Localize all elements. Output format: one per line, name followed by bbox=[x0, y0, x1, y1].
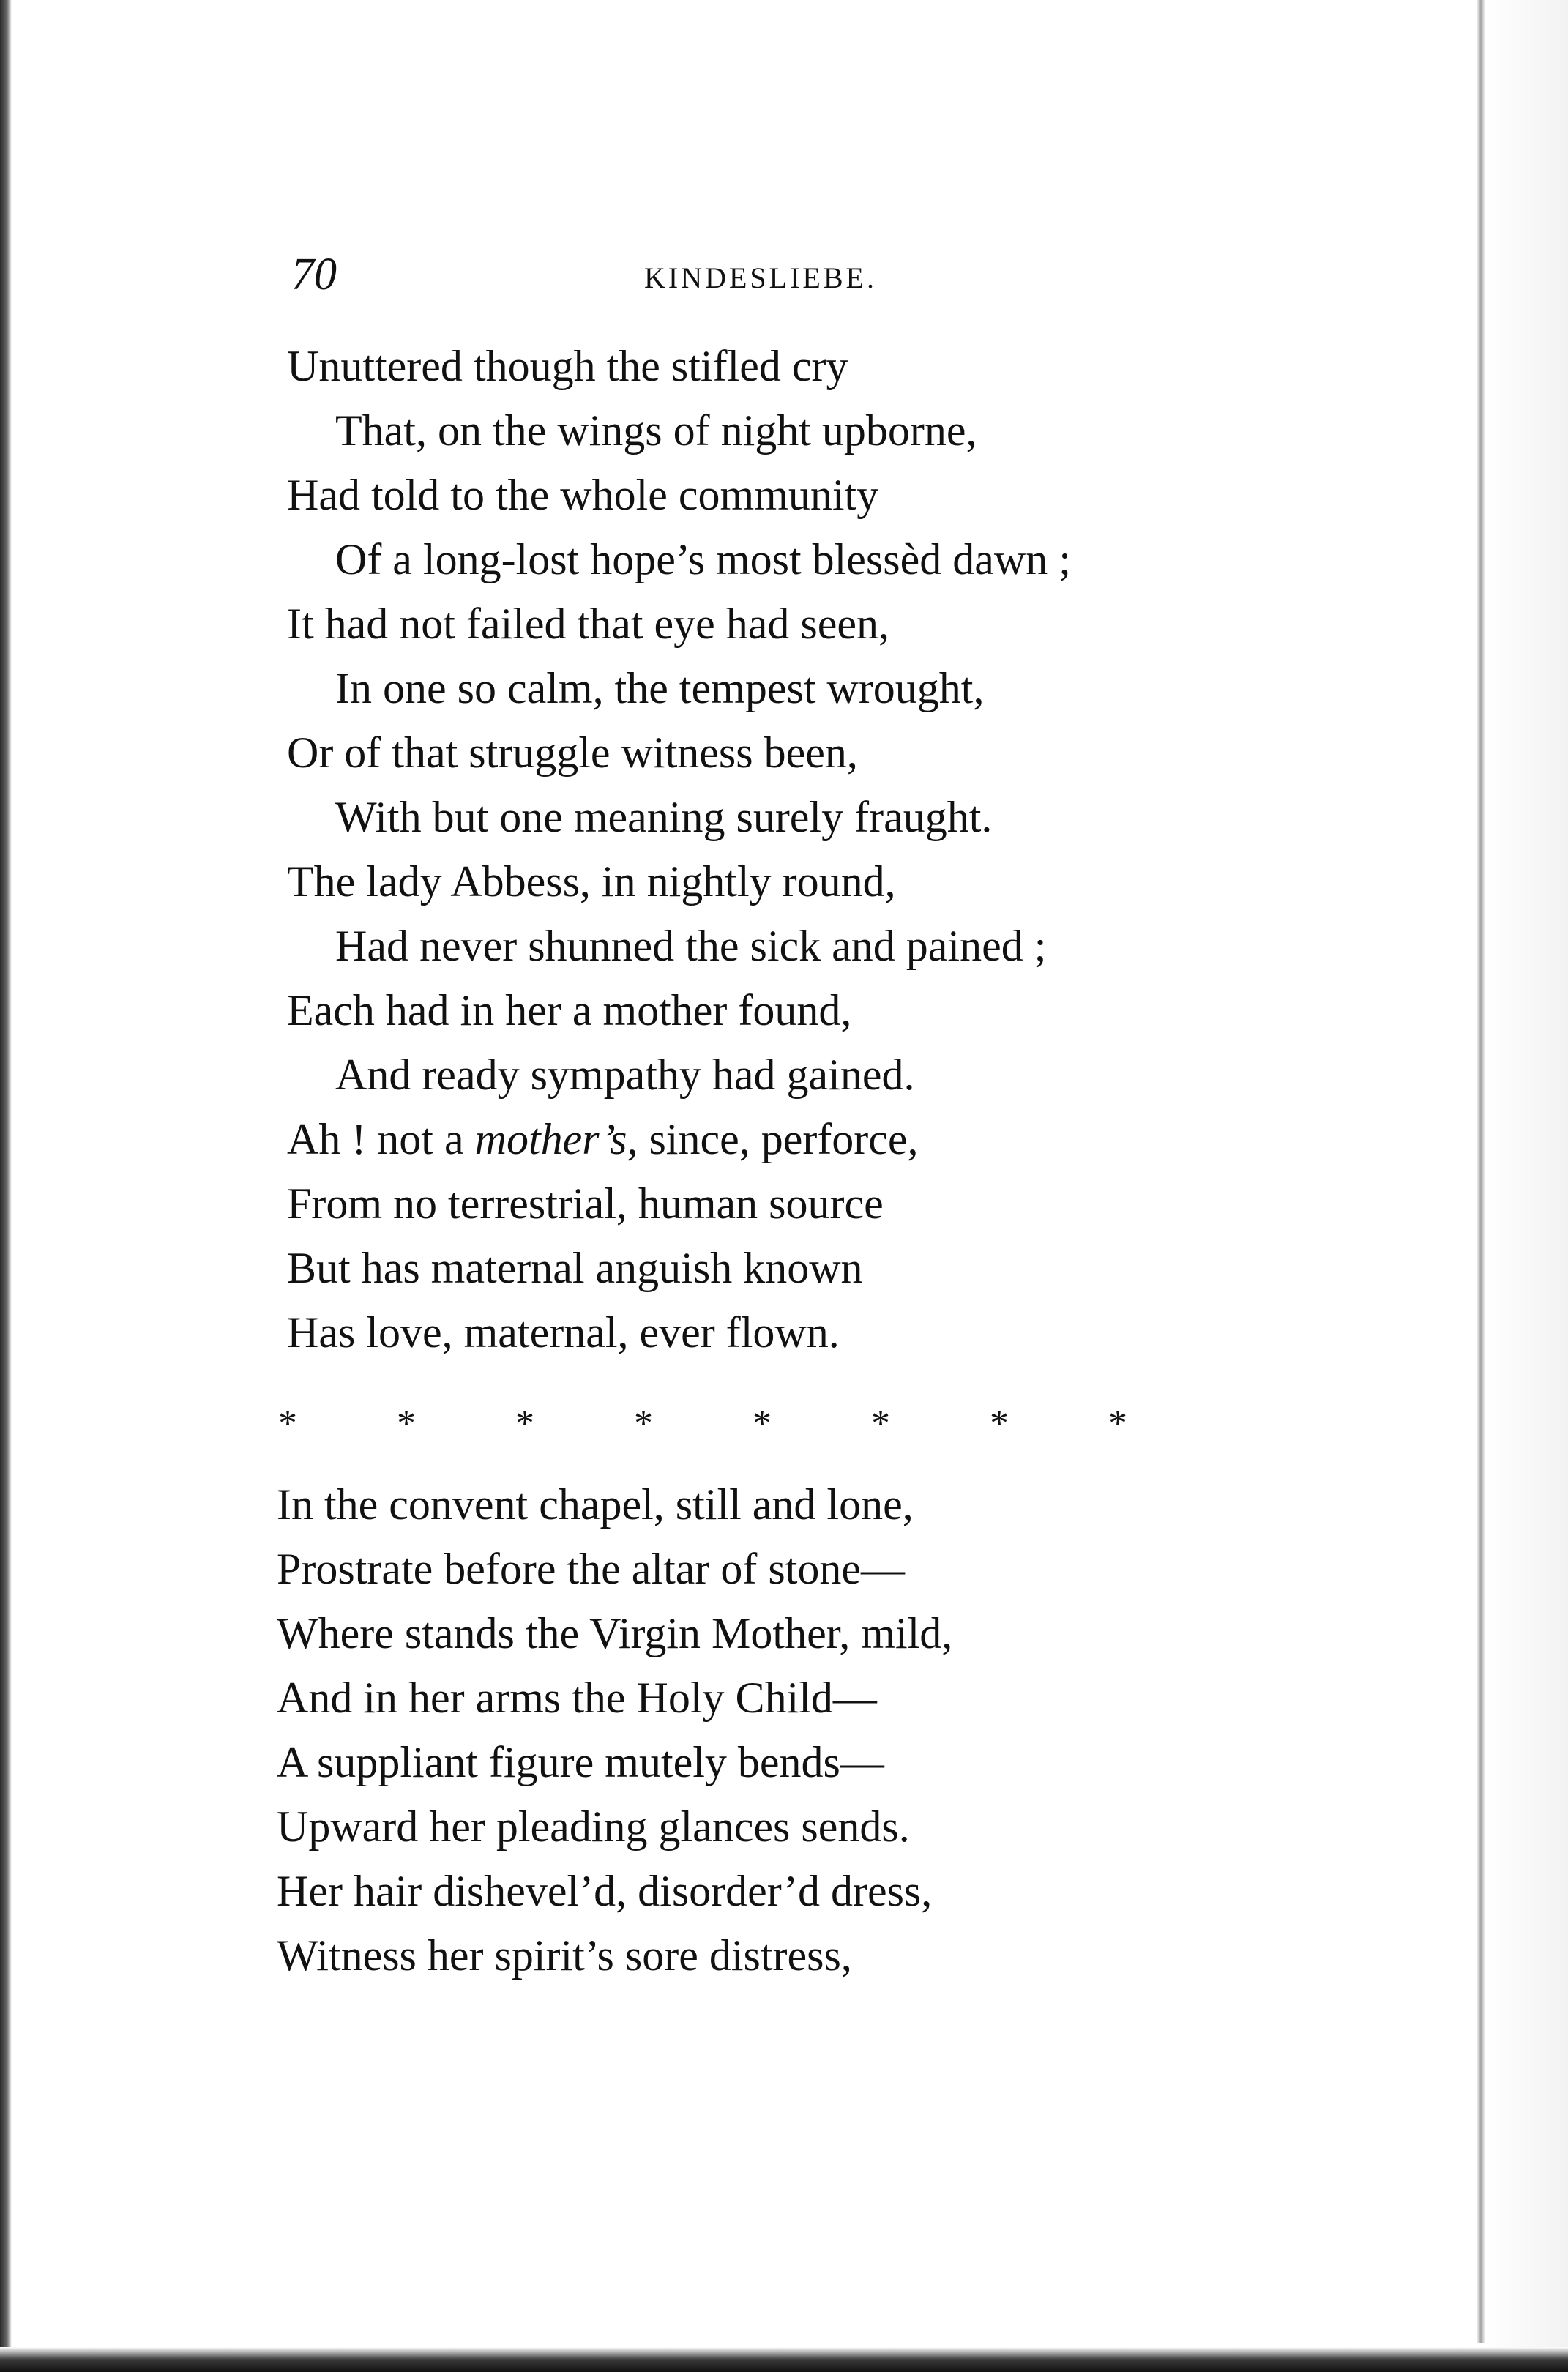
asterisk: * bbox=[634, 1403, 653, 1444]
verse-line: Each had in her a mother found, bbox=[287, 986, 852, 1034]
verse-line: The lady Abbess, in nightly round, bbox=[287, 857, 896, 906]
section-separator bbox=[278, 1402, 1127, 1446]
verse-line: Where stands the Virgin Mother, mild, bbox=[277, 1609, 953, 1657]
asterisk: * bbox=[753, 1403, 772, 1444]
verse-line: From no terrestrial, human source bbox=[287, 1179, 884, 1228]
verse-line: Or of that struggle witness been, bbox=[287, 728, 858, 777]
asterisk: * bbox=[1108, 1403, 1127, 1444]
verse-line: In the convent chapel, still and lone, bbox=[277, 1480, 914, 1529]
verse-line: A suppliant figure mutely bends— bbox=[277, 1738, 884, 1786]
verse-line: But has maternal anguish known bbox=[287, 1244, 863, 1292]
verse-line: Has love, maternal, ever flown. bbox=[287, 1308, 840, 1357]
verse-line-post: , since, perforce, bbox=[627, 1115, 919, 1163]
verse-line: Witness her spirit’s sore distress, bbox=[277, 1931, 852, 1980]
asterisk: * bbox=[278, 1403, 297, 1444]
verse-line: With but one meaning surely fraught. bbox=[335, 793, 993, 841]
verse-line: That, on the wings of night upborne, bbox=[335, 406, 977, 455]
verse-line: Her hair dishevel’d, disorder’d dress, bbox=[277, 1867, 933, 1915]
page-number: 70 bbox=[291, 250, 337, 299]
verse-line: Prostrate before the altar of stone— bbox=[277, 1545, 906, 1593]
page-binding-shadow-bottom bbox=[0, 2347, 1568, 2372]
verse-line: Had told to the whole community bbox=[287, 471, 879, 519]
verse-line: Unuttered though the stifled cry bbox=[287, 342, 848, 390]
asterisk: * bbox=[990, 1403, 1009, 1444]
running-title: KINDESLIEBE. bbox=[644, 261, 877, 294]
asterisk: * bbox=[515, 1403, 534, 1444]
verse-line-pre: Ah ! not a bbox=[287, 1115, 475, 1163]
verse-line-italic-word: mother’s bbox=[474, 1115, 627, 1163]
asterisk: * bbox=[397, 1403, 416, 1444]
verse-line: Had never shunned the sick and pained ; bbox=[335, 922, 1047, 970]
asterisk: * bbox=[871, 1403, 890, 1444]
page-edge-right bbox=[1477, 0, 1485, 2343]
next-page-edge bbox=[1485, 0, 1568, 2347]
verse-line: Upward her pleading glances sends. bbox=[277, 1802, 910, 1851]
verse-line: And in her arms the Holy Child— bbox=[277, 1674, 877, 1722]
verse-line: And ready sympathy had gained. bbox=[335, 1051, 915, 1099]
verse-line: In one so calm, the tempest wrought, bbox=[335, 664, 985, 712]
running-head bbox=[0, 245, 1568, 304]
verse-line: It had not failed that eye had seen, bbox=[287, 600, 890, 648]
verse-line-italic bbox=[287, 1110, 919, 1168]
page-binding-shadow-left bbox=[0, 0, 12, 2372]
verse-line: Of a long-lost hope’s most blessèd dawn ; bbox=[335, 535, 1071, 583]
